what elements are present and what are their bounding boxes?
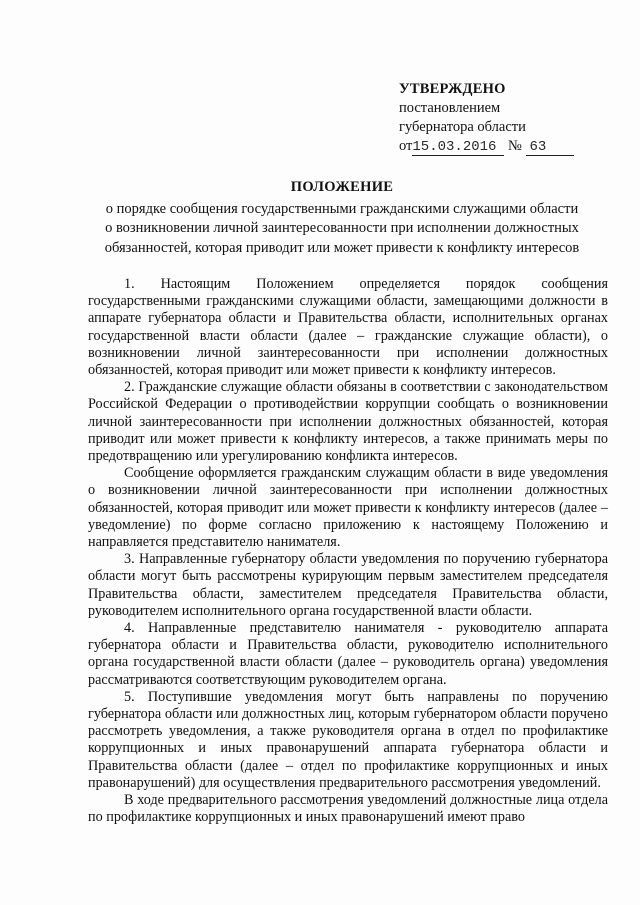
approval-line-1: постановлением bbox=[399, 100, 501, 116]
paragraph-1: 1. Настоящим Положением определяется порядок сообщения государственными гражданскими служащими области, замещающими должности в аппарате губернатора области и Правительства области, исполнительных органах государственной власти области (далее – гражданские служащие области), о возникновении личной заинтересованности при исполнении должностных обязанностей, которая приводит или может привести к конфликту интересов. bbox=[88, 276, 608, 379]
paragraph-3: 3. Направленные губернатору области уведомления по поручению губернатора области могут быть рассмотрены курирующим первым заместителем председателя Правительства области, заместителем председателя Правительства области, руководителем исполнительного органа государственной власти области. bbox=[88, 551, 608, 619]
document-body bbox=[88, 276, 608, 827]
document-title: ПОЛОЖЕНИЕ bbox=[290, 179, 394, 195]
paragraph-2: 2. Гражданские служащие области обязаны в соответствии с законодательством Российской Федерации о противодействии коррупции сообщать о возникновении личной заинтересованности при исполнении должностных обязанностей, которая приводит или может привести к конфликту интересов, а также принимать меры по предотвращению или урегулированию конфликта интересов. bbox=[88, 379, 608, 465]
document-title-block bbox=[60, 178, 624, 258]
approval-date: 15.03.2016 bbox=[412, 139, 504, 156]
number-prefix: № bbox=[508, 138, 522, 154]
approval-number: 63 bbox=[526, 139, 574, 156]
approval-date-number bbox=[399, 137, 609, 156]
approval-heading: УТВЕРЖДЕНО bbox=[399, 81, 506, 97]
approval-stamp bbox=[399, 80, 609, 156]
approval-line-2: губернатора области bbox=[399, 119, 526, 135]
title-line-1: о порядке сообщения государственными гражданскими служащими области bbox=[105, 200, 579, 217]
title-line-2: о возникновении личной заинтересованности при исполнении должностных bbox=[105, 220, 579, 236]
paragraph-4: 4. Направленные представителю нанимателя - руководителю аппарата губернатора области и Правительства области, руководителю исполнительного органа государственной власти области (далее – руководитель органа) уведомления рассматриваются соответствующим руководителем органа. bbox=[88, 620, 608, 688]
paragraph-5-review: В ходе предварительного рассмотрения уведомлений должностные лица отдела по профилактике коррупционных и иных правонарушений имеют право bbox=[88, 792, 608, 826]
title-line-3: обязанностей, которая приводит или может привести к конфликту интересов bbox=[104, 239, 580, 256]
paragraph-5: 5. Поступившие уведомления могут быть направлены по поручению губернатора области или должностных лиц, которым губернатором области поручено рассмотреть уведомления, а также руководителя органа в отдел по профилактике коррупционных и иных правонарушений аппарата губернатора области и Правительства области (далее – отдел по профилактике коррупционных и иных правонарушений) для осуществления предварительного рассмотрения уведомлений. bbox=[88, 688, 608, 791]
paragraph-2-message: Сообщение оформляется гражданским служащим области в виде уведомления о возникновении личной заинтересованности при исполнении должностных обязанностей, которая приводит или может привести к конфликту интересов (далее – уведомление) по форме согласно приложению к настоящему Положению и направляется представителю нанимателя. bbox=[88, 465, 608, 551]
date-prefix: от bbox=[399, 138, 413, 154]
